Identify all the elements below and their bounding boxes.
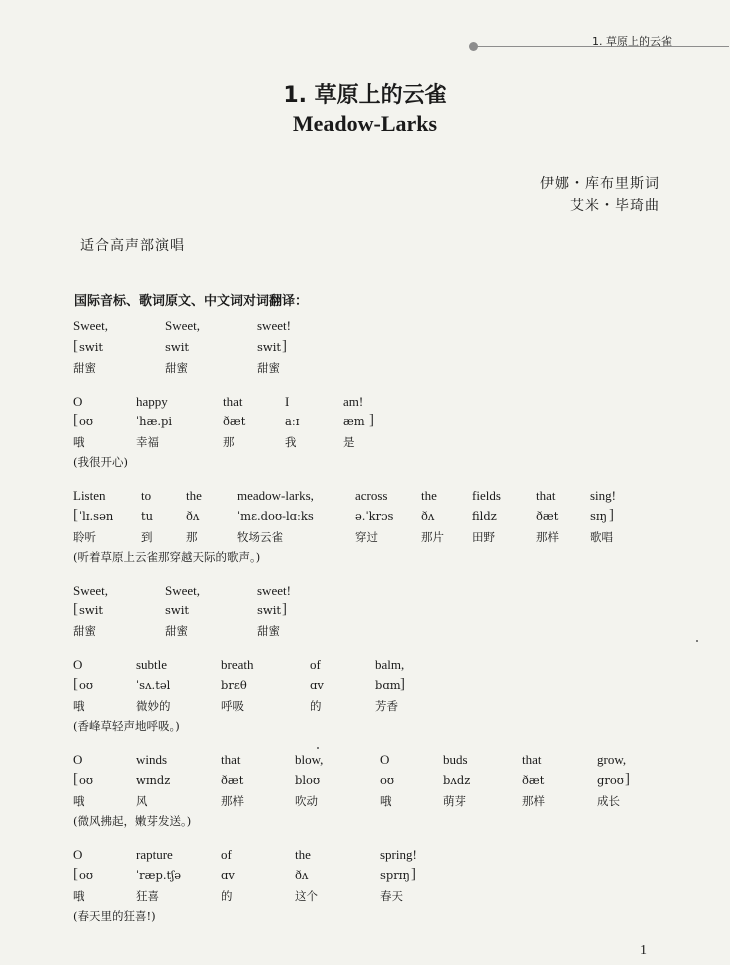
ipa-open-bracket: [ bbox=[73, 412, 78, 428]
stanza-1-lyrics bbox=[0, 318, 730, 336]
ipa-word: ðæt bbox=[536, 509, 559, 523]
lyric-word: grow, bbox=[597, 752, 627, 767]
stanza-1-translation bbox=[0, 360, 730, 378]
ipa-word: swit bbox=[79, 340, 104, 354]
translation-word: 我 bbox=[285, 435, 297, 449]
stanza-2-free-translation: (我很开心) bbox=[73, 455, 128, 469]
stanza-6-ipa bbox=[0, 773, 730, 791]
ipa-word: sɪŋ bbox=[590, 509, 607, 523]
lyric-word: of bbox=[221, 847, 232, 862]
section-heading: 国际音标、歌词原文、中文词对词翻译： bbox=[74, 294, 309, 309]
stanza-3-translation bbox=[0, 529, 730, 547]
lyric-word: Sweet, bbox=[73, 318, 109, 333]
ipa-word: oʊ bbox=[79, 414, 94, 428]
lyric-word: spring! bbox=[380, 847, 417, 862]
lyric-word: blow, bbox=[295, 752, 324, 767]
lyric-word: winds bbox=[136, 752, 168, 767]
ipa-word: ˈhæ.pi bbox=[136, 414, 173, 428]
stanza-6-translation bbox=[0, 793, 730, 811]
song-title-english: Meadow-Larks bbox=[292, 111, 438, 136]
translation-word: 那样 bbox=[221, 794, 244, 808]
stanza-7-free-translation: (春天里的狂喜!) bbox=[73, 909, 156, 923]
translation-word: 那样 bbox=[522, 794, 545, 808]
lyric-word: to bbox=[141, 488, 152, 503]
stanza-4-ipa bbox=[0, 603, 730, 621]
translation-word: 哦 bbox=[380, 794, 392, 808]
ipa-open-bracket: [ bbox=[73, 338, 78, 354]
ipa-close-bracket: ] bbox=[282, 601, 287, 617]
ipa-word: bʌdz bbox=[443, 773, 471, 787]
translation-word: 萌芽 bbox=[443, 794, 466, 808]
translation-word: 甜蜜 bbox=[257, 624, 280, 638]
translation-word: 哦 bbox=[73, 889, 85, 903]
translation-word: 微妙的 bbox=[136, 699, 171, 713]
translation-word: 幸福 bbox=[136, 435, 159, 449]
stanza-2-lyrics bbox=[0, 394, 730, 412]
ipa-word: swit bbox=[165, 603, 190, 617]
lyric-word: O bbox=[73, 657, 83, 672]
lyric-word: the bbox=[186, 488, 202, 503]
ipa-word: ˈræp.tʃə bbox=[136, 868, 182, 882]
lyric-word: sweet! bbox=[257, 583, 291, 598]
stanza-4-lyrics bbox=[0, 583, 730, 601]
lyric-word: fields bbox=[472, 488, 501, 503]
stanza-3-ipa bbox=[0, 509, 730, 527]
translation-word: 是 bbox=[343, 435, 355, 449]
lyric-word: Sweet, bbox=[73, 583, 109, 598]
stanza-6-free-translation: (微风拂起，嫩芽发送。) bbox=[73, 814, 192, 828]
translation-word: 的 bbox=[310, 699, 322, 713]
ipa-word: ˈsʌ.təl bbox=[136, 678, 171, 692]
translation-word: 聆听 bbox=[73, 530, 96, 544]
translation-word: 穿过 bbox=[355, 530, 378, 544]
translation-word: 甜蜜 bbox=[165, 624, 188, 638]
ipa-open-bracket: [ bbox=[73, 507, 78, 523]
stanza-3-lyrics bbox=[0, 488, 730, 506]
lyric-word: sing! bbox=[590, 488, 616, 503]
ipa-word: swit bbox=[257, 603, 282, 617]
stanza-6-lyrics bbox=[0, 752, 730, 770]
ipa-word: fildz bbox=[472, 509, 497, 523]
lyric-word: the bbox=[295, 847, 311, 862]
translation-word: 狂喜 bbox=[136, 889, 159, 903]
lyric-word: of bbox=[310, 657, 321, 672]
lyric-word: O bbox=[73, 752, 83, 767]
translation-word: 那 bbox=[186, 530, 198, 544]
ipa-open-bracket: [ bbox=[73, 866, 78, 882]
translation-word: 牧场云雀 bbox=[237, 530, 283, 544]
translation-word: 的 bbox=[221, 889, 233, 903]
translation-word: 呼吸 bbox=[221, 699, 244, 713]
ipa-word: ə.ˈkrɔs bbox=[355, 509, 394, 523]
ipa-word: ðæt bbox=[522, 773, 545, 787]
lyric-word: that bbox=[522, 752, 542, 767]
ipa-word: oʊ bbox=[79, 773, 94, 787]
lyric-word: Sweet, bbox=[165, 318, 201, 333]
voice-recommendation: 适合高声部演唱 bbox=[80, 238, 185, 254]
lyric-word: that bbox=[221, 752, 241, 767]
ipa-word: swit bbox=[79, 603, 104, 617]
ipa-word: ðʌ bbox=[421, 509, 435, 523]
stanza-7-lyrics bbox=[0, 847, 730, 865]
ipa-word: groʊ bbox=[597, 773, 624, 787]
translation-word: 哦 bbox=[73, 435, 85, 449]
ipa-open-bracket: [ bbox=[73, 676, 78, 692]
stanza-4-translation bbox=[0, 623, 730, 641]
ipa-close-bracket: ] bbox=[411, 866, 416, 882]
translation-word: 甜蜜 bbox=[165, 361, 188, 375]
lyric-word: Listen bbox=[73, 488, 106, 503]
lyric-word: Sweet, bbox=[165, 583, 201, 598]
translation-word: 甜蜜 bbox=[73, 361, 96, 375]
ipa-word: bloʊ bbox=[295, 773, 321, 787]
ipa-word: bɑm bbox=[375, 678, 401, 692]
lyric-word: buds bbox=[443, 752, 468, 767]
translation-word: 哦 bbox=[73, 794, 85, 808]
ipa-word: ðʌ bbox=[295, 868, 309, 882]
stanza-5-ipa bbox=[0, 678, 730, 696]
ipa-word: ˈlɪ.sən bbox=[79, 509, 114, 523]
translation-word: 田野 bbox=[472, 530, 495, 544]
lyric-word: am! bbox=[343, 394, 364, 409]
ipa-word: swit bbox=[165, 340, 190, 354]
ipa-close-bracket: ] bbox=[282, 338, 287, 354]
stanza-3-free-translation: (听着草原上云雀那穿越天际的歌声。) bbox=[73, 550, 261, 564]
ipa-word: ɑv bbox=[310, 678, 324, 692]
translation-word: 甜蜜 bbox=[73, 624, 96, 638]
lyric-word: sweet! bbox=[257, 318, 291, 333]
ipa-word: swit bbox=[257, 340, 282, 354]
translation-word: 哦 bbox=[73, 699, 85, 713]
translation-word: 那片 bbox=[421, 530, 444, 544]
translation-word: 这个 bbox=[295, 889, 318, 903]
ipa-word: tu bbox=[141, 509, 154, 523]
scan-speck bbox=[696, 640, 698, 642]
ipa-word: æm bbox=[343, 414, 365, 428]
lyric-word: O bbox=[73, 847, 83, 862]
ipa-word: aːɪ bbox=[285, 414, 300, 428]
lyric-word: that bbox=[223, 394, 243, 409]
lyric-word: the bbox=[421, 488, 437, 503]
lyric-word: I bbox=[285, 394, 290, 409]
ipa-open-bracket: [ bbox=[73, 601, 78, 617]
song-title-chinese: 1. 草原上的云雀 bbox=[283, 83, 447, 108]
ipa-word: ðæt bbox=[223, 414, 246, 428]
stanza-5-translation bbox=[0, 698, 730, 716]
translation-word: 吹动 bbox=[295, 794, 318, 808]
lyricist-credit: 伊娜・库布里斯词 bbox=[540, 176, 660, 192]
lyric-word: rapture bbox=[136, 847, 173, 862]
translation-word: 甜蜜 bbox=[257, 361, 280, 375]
composer-credit: 艾米・毕琦曲 bbox=[570, 198, 660, 214]
stanza-7-translation bbox=[0, 888, 730, 906]
ipa-word: ˈmɛ.doʊ-lɑːks bbox=[237, 509, 314, 523]
running-header: 1. 草原上的云雀 bbox=[592, 35, 672, 48]
stanza-5-lyrics bbox=[0, 657, 730, 675]
ipa-word: oʊ bbox=[380, 773, 395, 787]
lyric-word: across bbox=[355, 488, 388, 503]
ipa-close-bracket: ] bbox=[369, 412, 374, 428]
translation-word: 芳香 bbox=[375, 699, 398, 713]
lyric-word: balm, bbox=[375, 657, 405, 672]
stanza-1-ipa bbox=[0, 340, 730, 358]
ipa-close-bracket: ] bbox=[400, 676, 405, 692]
scan-speck bbox=[317, 747, 319, 749]
translation-word: 风 bbox=[136, 794, 148, 808]
ipa-close-bracket: ] bbox=[609, 507, 614, 523]
lyric-word: O bbox=[73, 394, 83, 409]
translation-word: 成长 bbox=[597, 794, 620, 808]
ipa-word: ðæt bbox=[221, 773, 244, 787]
ipa-open-bracket: [ bbox=[73, 771, 78, 787]
lyric-word: happy bbox=[136, 394, 168, 409]
ipa-close-bracket: ] bbox=[625, 771, 630, 787]
ipa-word: oʊ bbox=[79, 678, 94, 692]
translation-word: 到 bbox=[141, 530, 153, 544]
translation-word: 歌唱 bbox=[590, 530, 613, 544]
ipa-word: brɛθ bbox=[221, 678, 247, 692]
stanza-2-translation bbox=[0, 434, 730, 452]
lyric-word: O bbox=[380, 752, 390, 767]
lyric-word: subtle bbox=[136, 657, 168, 672]
page-number: 1 bbox=[640, 943, 647, 958]
ipa-word: ɑv bbox=[221, 868, 235, 882]
translation-word: 那样 bbox=[536, 530, 559, 544]
ipa-word: sprɪŋ bbox=[380, 868, 410, 882]
stanza-5-free-translation: (香峰草轻声地呼吸。) bbox=[73, 719, 180, 733]
ipa-word: ðʌ bbox=[186, 509, 200, 523]
stanza-7-ipa bbox=[0, 868, 730, 886]
ipa-word: oʊ bbox=[79, 868, 94, 882]
stanza-2-ipa bbox=[0, 414, 730, 432]
lyric-word: meadow-larks, bbox=[237, 488, 314, 503]
lyric-word: that bbox=[536, 488, 556, 503]
translation-word: 那 bbox=[223, 435, 235, 449]
ipa-word: wɪndz bbox=[136, 773, 171, 787]
lyric-word: breath bbox=[221, 657, 254, 672]
translation-word: 春天 bbox=[380, 889, 403, 903]
